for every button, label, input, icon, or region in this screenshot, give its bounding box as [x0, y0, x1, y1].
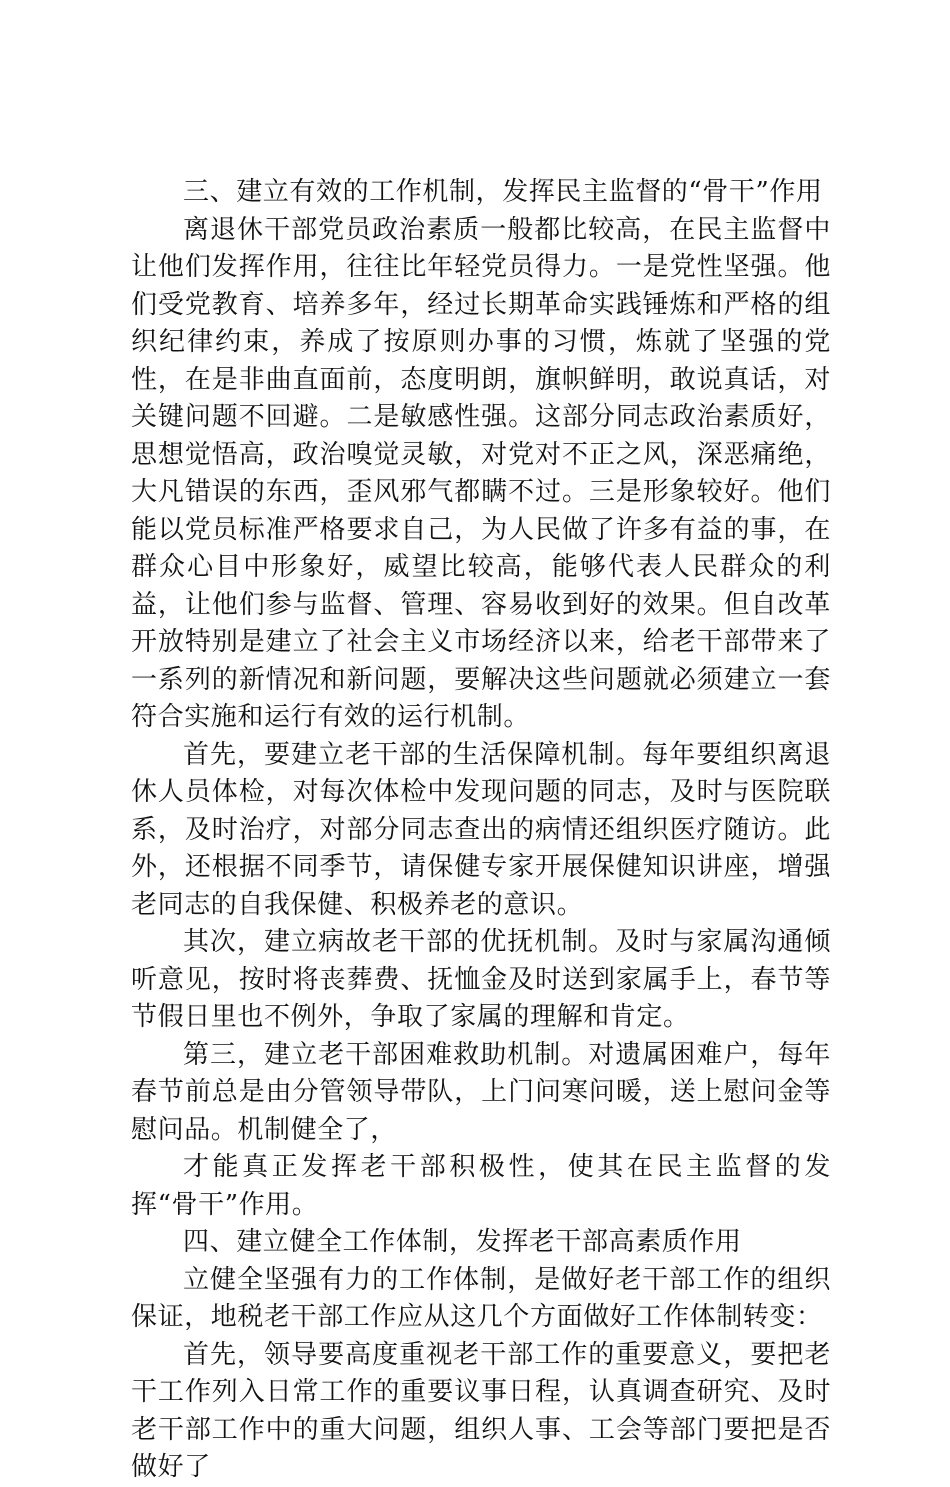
paragraph: 离退休干部党员政治素质一般都比较高，在民主监督中让他们发挥作用，往往比年轻党员得力。一是党性坚强。他们受党教育、培养多年，经过长期革命实践锤炼和严格的组织纪律约束，养成了按原则办事的习惯，炼就了坚强的党性，在是非曲直面前，态度明朗，旗帜鲜明，敢说真话，对关键问题不回避。二是敏感性强。这部分同志政治素质好，思想觉悟高，政治嗅觉灵敏，对党对不正之风，深恶痛绝，大凡错误的东西，歪风邪气都瞒不过。三是形象较好。他们能以党员标准严格要求自己，为人民做了许多有益的事，在群众心目中形象好，威望比较高，能够代表人民群众的利益，让他们参与监督、管理、容易收到好的效果。但自改革开放特别是建立了社会主义市场经济以来，给老干部带来了一系列的新情况和新问题，要解决这些问题就必须建立一套符合实施和运行有效的运行机制。: [131, 214, 831, 732]
paragraph: 才能真正发挥老干部积极性，使其在民主监督的发挥“骨干”作用。: [131, 1152, 831, 1220]
paragraph: 立健全坚强有力的工作体制，是做好老干部工作的组织保证，地税老干部工作应从这几个方面做好工作体制转变：: [131, 1264, 831, 1332]
paragraph: 其次，建立病故老干部的优抚机制。及时与家属沟通倾听意见，按时将丧葬费、抚恤金及时送到家属手上，春节等节假日里也不例外，争取了家属的理解和肯定。: [131, 927, 831, 1032]
section-heading-4: 四、建立健全工作体制，发挥老干部高素质作用: [183, 1227, 742, 1257]
paragraph: 首先，领导要高度重视老干部工作的重要意义，要把老干工作列入日常工作的重要议事日程，认真调查研究、及时老干部工作中的重大问题，组织人事、工会等部门要把是否做好了: [131, 1339, 831, 1482]
paragraph: 第三，建立老干部困难救助机制。对遗属困难户，每年春节前总是由分管领导带队，上门问寒问暖，送上慰问金等慰问品。机制健全了，: [131, 1039, 831, 1145]
paragraph: 首先，要建立老干部的生活保障机制。每年要组织离退休人员体检，对每次体检中发现问题的同志，及时与医院联系，及时治疗，对部分同志查出的病情还组织医疗随访。此外，还根据不同季节，请保健专家开展保健知识讲座，增强老同志的自我保健、积极养老的意识。: [131, 739, 831, 920]
section-heading-3: 三、建立有效的工作机制，发挥民主监督的“骨干”作用: [183, 177, 823, 207]
document-body: [131, 174, 831, 1487]
